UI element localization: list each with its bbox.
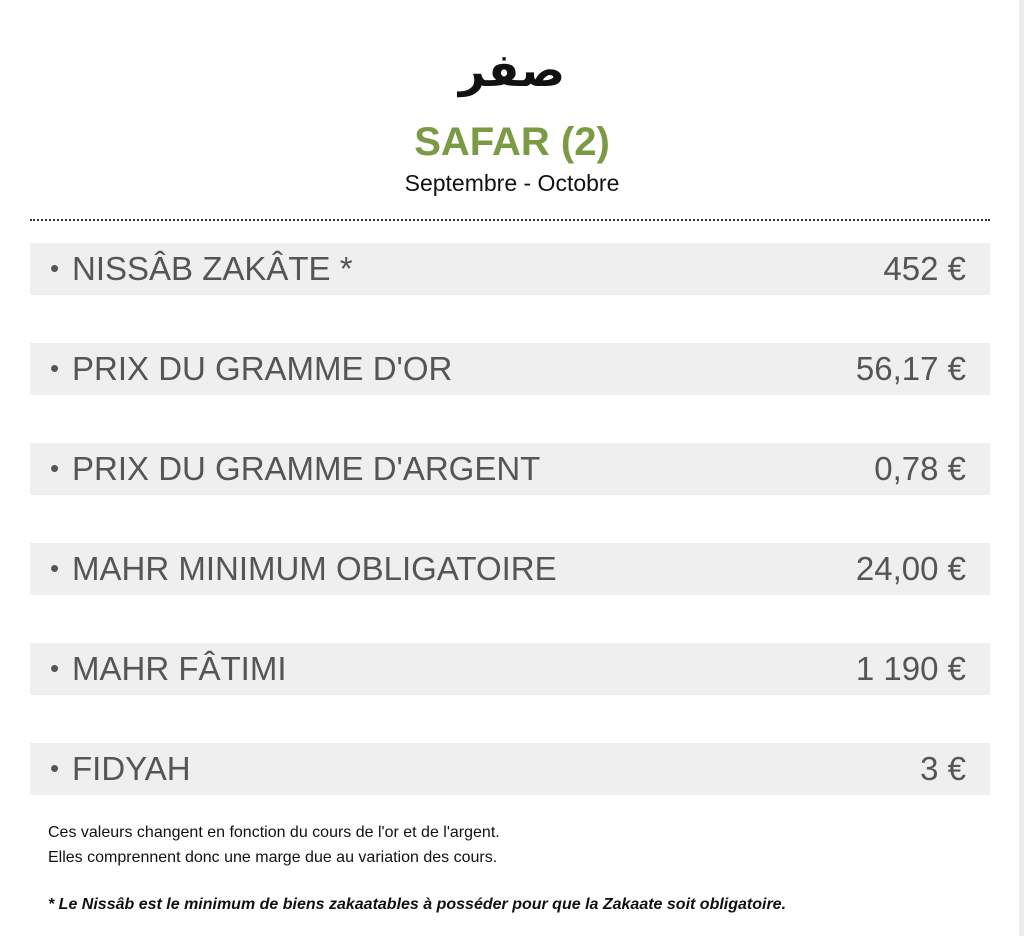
arabic-month-title: صفر — [458, 43, 566, 97]
row-label — [50, 250, 353, 288]
row-label-text: PRIX DU GRAMME D'ARGENT — [72, 450, 541, 487]
values-list — [30, 243, 990, 843]
row-label — [50, 450, 540, 488]
row-label — [50, 650, 286, 688]
row-label-text: PRIX DU GRAMME D'OR — [72, 350, 453, 387]
row-value: 56,17 € — [855, 350, 966, 387]
row-value: 452 € — [883, 250, 966, 287]
row-label-text: FIDYAH — [72, 750, 191, 787]
row-label-text: MAHR FÂTIMI — [72, 650, 287, 687]
row-value: 0,78 € — [874, 450, 966, 487]
row-label-text: NISSÂB ZAKÂTE * — [72, 250, 353, 287]
row-prix-gramme-argent — [30, 443, 990, 495]
row-value: 3 € — [920, 750, 966, 787]
page-title: SAFAR (2) — [414, 120, 610, 164]
row-nissab-zakate — [30, 243, 990, 295]
dotted-divider — [30, 219, 990, 221]
page-subtitle: Septembre - Octobre — [404, 170, 620, 196]
bullet-icon: • — [50, 453, 60, 483]
bullet-icon: • — [50, 353, 60, 383]
footnote: * Le Nissâb est le minimum de biens zakaatables à posséder pour que la Zakaate soit obligatoire. — [48, 896, 787, 913]
notes — [48, 820, 948, 870]
row-value: 1 190 € — [855, 650, 966, 687]
row-prix-gramme-or — [30, 343, 990, 395]
row-value: 24,00 € — [855, 550, 966, 587]
row-label — [50, 350, 452, 388]
row-label-text: MAHR MINIMUM OBLIGATOIRE — [72, 550, 557, 587]
row-fidyah — [30, 743, 990, 795]
note-line-1: Ces valeurs changent en fonction du cours de l'or et de l'argent. — [48, 824, 500, 841]
note-line-2: Elles comprennent donc une marge due au variation des cours. — [48, 849, 498, 866]
row-mahr-fatimi — [30, 643, 990, 695]
row-mahr-minimum — [30, 543, 990, 595]
bullet-icon: • — [50, 253, 60, 283]
bullet-icon: • — [50, 553, 60, 583]
row-label — [50, 550, 557, 588]
bullet-icon: • — [50, 753, 60, 783]
bullet-icon: • — [50, 653, 60, 683]
row-label — [50, 750, 191, 788]
